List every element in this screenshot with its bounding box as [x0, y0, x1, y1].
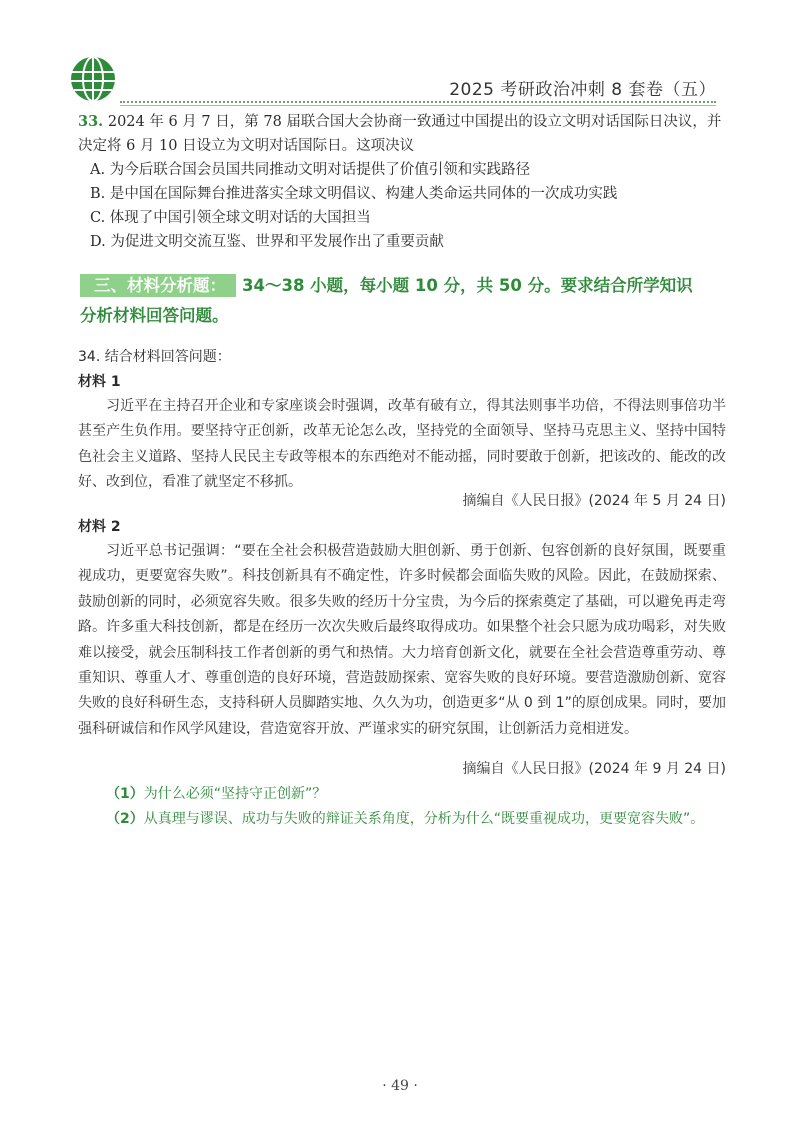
question-33-option-c: C. 体现了中国引领全球文明对话的大国担当 [90, 210, 371, 226]
question-33-option-b: B. 是中国在国际舞台推进落实全球文明倡议、构建人类命运共同体的一次成功实践 [90, 186, 618, 202]
question-33-number: 33. [78, 113, 104, 130]
header-divider-solid [120, 105, 716, 106]
section-header [80, 271, 740, 301]
section-text-line1: 34～38 小题，每小题 10 分，共 50 分。要求结合所学知识 [242, 276, 693, 295]
globe-icon [68, 54, 118, 104]
sub-question-1-num: （1） [106, 786, 144, 802]
sub-question-2-text: 从真理与谬误、成功与失败的辩证关系角度，分析为什么“既要重视成功，更要宽容失败”。 [143, 811, 705, 827]
question-33 [78, 110, 728, 158]
sub-question-1-text: 为什么必须“坚持守正创新”？ [143, 786, 327, 802]
question-34-title: 34. 结合材料回答问题： [78, 349, 231, 365]
section-text-line2: 分析材料回答问题。 [80, 306, 229, 325]
question-33-stem: 2024 年 6 月 7 日，第 78 届联合国大会协商一致通过中国提出的设立文明对话国际日决议，并决定将 6 月 10 日设立为文明对话国际日。这项决议 [78, 114, 722, 154]
material-1-text: 习近平在主持召开企业和专家座谈会时强调，改革有破有立，得其法则事半功倍，不得法则事倍功半甚至产生负作用。要坚持守正创新，改革无论怎么改，坚持党的全面领导、坚持马克思主义、坚持中国特色社会主义道路、坚持人民民主专政等根本的东西绝对不能动摇，同时要敢于创新，把该改的、能改的改好、改到位，看准了就坚定不移抓。 [78, 398, 726, 491]
material-2-source: 摘编自《人民日报》(2024 年 9 月 24 日) [462, 761, 726, 777]
question-33-option-a: A. 为今后联合国会员国共同推动文明对话提供了价值引领和实践路径 [90, 162, 531, 178]
material-1-label: 材料 1 [78, 374, 121, 390]
sub-question-2-num: （2） [106, 811, 144, 827]
header-title: 2025 考研政治冲刺 8 套卷（五） [449, 80, 716, 100]
sub-question-2 [78, 807, 726, 832]
material-2-label: 材料 2 [78, 519, 121, 535]
page-number: · 49 · [382, 1078, 418, 1094]
question-33-option-d: D. 为促进文明交流互鉴、世界和平发展作出了重要贡献 [90, 234, 444, 250]
section-tag: 三、材料分析题： [80, 274, 236, 297]
material-2-text: 习近平总书记强调：“要在全社会积极营造鼓励大胆创新、勇于创新、包容创新的良好氛围，既要重视成功，更要宽容失败”。科技创新具有不确定性，许多时候都会面临失败的风险。因此，在鼓励探索、鼓励创新的同时，必须宽容失败。很多失败的经历十分宝贵，为今后的探索奠定了基础，可以避免再走弯路。许多重大科技创新，都是在经历一次次失败后最终取得成功。如果整个社会只愿为成功喝彩，对失败难以接受，就会压制科技工作者创新的勇气和热情。大力培育创新文化，就要在全社会营造尊重劳动、尊重知识、尊重人才、尊重创造的良好环境，营造鼓励探索、宽容失败的良好环境。要营造激励创新、宽容失败的良好科研生态，支持科研人员脚踏实地、久久为功，创造更多“从 0 到 1”的原创成果。同时，要加强科研诚信和作风学风建设，营造宽容开放、严谨求实的研究氛围，让创新活力竞相迸发。 [78, 543, 726, 737]
header-divider [120, 101, 716, 103]
material-1-source: 摘编自《人民日报》(2024 年 5 月 24 日) [462, 493, 726, 509]
sub-question-1 [78, 782, 726, 807]
